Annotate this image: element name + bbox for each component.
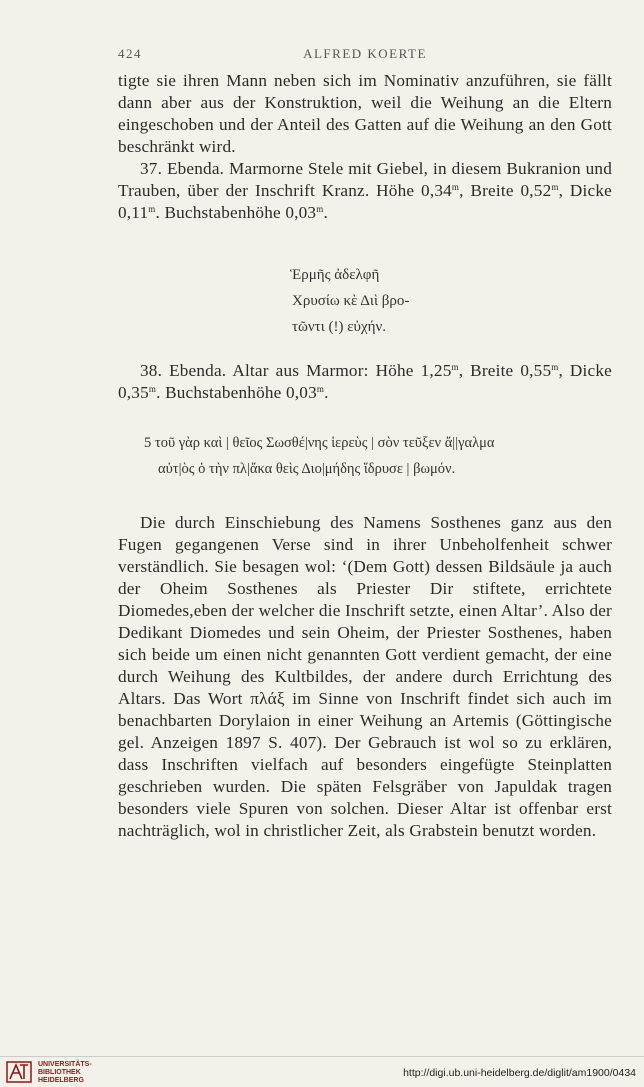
inscription-line: Ἑρμῆς ἀδελφῆ [290,267,380,283]
entry-37-text: 37. Ebenda. Marmorne Stele mit Giebel, in diesem Bukranion und Trauben, über der Inschrift Kranz. Höhe 0,34 [118,159,612,200]
entry-37-text: . [323,203,328,222]
unit-superscript: m [551,362,559,372]
inscription-38 [144,430,614,482]
page-header [118,44,612,64]
library-name-line: BIBLIOTHEK [38,1069,81,1076]
unit-superscript: m [148,204,156,214]
inscription-line: τῶντι (!) εὐχήν. [292,319,386,335]
unit-superscript: m [451,362,459,372]
entry-38-text: . [324,383,329,402]
running-title: ALFRED KOERTE [303,46,427,61]
paragraph-entry-37 [118,158,612,224]
page-number: 424 [118,46,142,61]
entry-38-text: . Buchstabenhöhe 0,03 [156,383,317,402]
entry-38-text: 38. Ebenda. Altar aus Marmor: Höhe 1,25 [140,361,452,380]
text-block-3 [118,512,612,842]
text-block-1 [118,70,612,224]
unit-superscript: m [316,204,324,214]
entry-37-text: , Breite 0,52 [459,181,552,200]
library-logo-icon [6,1061,32,1083]
footer-bar [0,1056,644,1087]
inscription-line: Χρυσίω κὲ Διὶ βρο- [292,293,410,309]
library-name-line: HEIDELBERG [38,1077,84,1084]
entry-37-text: . Buchstabenhöhe 0,03 [155,203,317,222]
source-url-link[interactable]: http://digi.ub.uni-heidelberg.de/diglit/am1900/0434 [403,1067,636,1079]
library-name [38,1061,92,1085]
paragraph-commentary: Die durch Einschiebung des Namens Sosthenes ganz aus den Fugen gegangenen Verse sind in ihrer Unbeholfenheit schwer verständlich. Sie besagen wol: ‘(Dem Gott) dessen Bildsäule ja auch der Oheim Sosthenes als Priester Dir stiftete, errichtete Diomedes,eben der welcher die Inschrift setzte, einen Altar’. Also der Dedikant Diomedes und sein Oheim, der Priester Sosthenes, haben sich beide um einen nicht genannten Gott verdient gemacht, der eine durch Weihung des Kultbildes, der andere durch Errichtung des Altars. Das Wort πλάξ im Sinne von Inschrift findet sich auch im benachbarten Dorylaion in einer Weihung an Artemis (Göttingische gel. Anzeigen 1897 S. 407). Der Gebrauch ist wol so zu erklären, dass Inschriften vielfach auf besonders eingefügte Steinplatten geschrieben wurden. Die späten Felsgräber von Japuldak tragen besonders viele Spuren von solchen. Dieser Altar ist offenbar erst nachträglich, wol in christlicher Zeit, als Grabstein benutzt worden. [118,513,612,840]
inscription-line: 5 τοῦ γὰρ καὶ | θεῖος Σωσθέ|νης ἱερεὺς | σὸν τεῦξεν ἄ||γαλμα [144,435,495,451]
unit-superscript: m [451,182,460,192]
paragraph-entry-38 [118,360,612,404]
paragraph-continuation: tigte sie ihren Mann neben sich im Nominativ anzuführen, sie fällt dann aber aus der Konstruktion, weil die Weihung an die Eltern eingeschoben und der Anteil des Gatten auf die Weihung an den Gott beschränkt wird. [118,71,612,156]
inscription-line: αὐτ|ὸς ὁ τὴν πλ|ἄκα θεὶς Διο|μήδης ἵδρυσε | βωμόν. [158,461,456,477]
entry-38-text: , Breite 0,55 [458,361,552,380]
entry-38-text: , Dicke 0,35 [118,361,612,402]
unit-superscript: m [551,182,559,192]
entry-37-text: , Dicke 0,11 [118,181,612,222]
text-block-2 [118,360,612,404]
unit-superscript: m [316,384,325,394]
library-name-line: UNIVERSITÄTS- [38,1061,92,1068]
inscription-37 [290,262,409,340]
unit-superscript: m [148,384,157,394]
